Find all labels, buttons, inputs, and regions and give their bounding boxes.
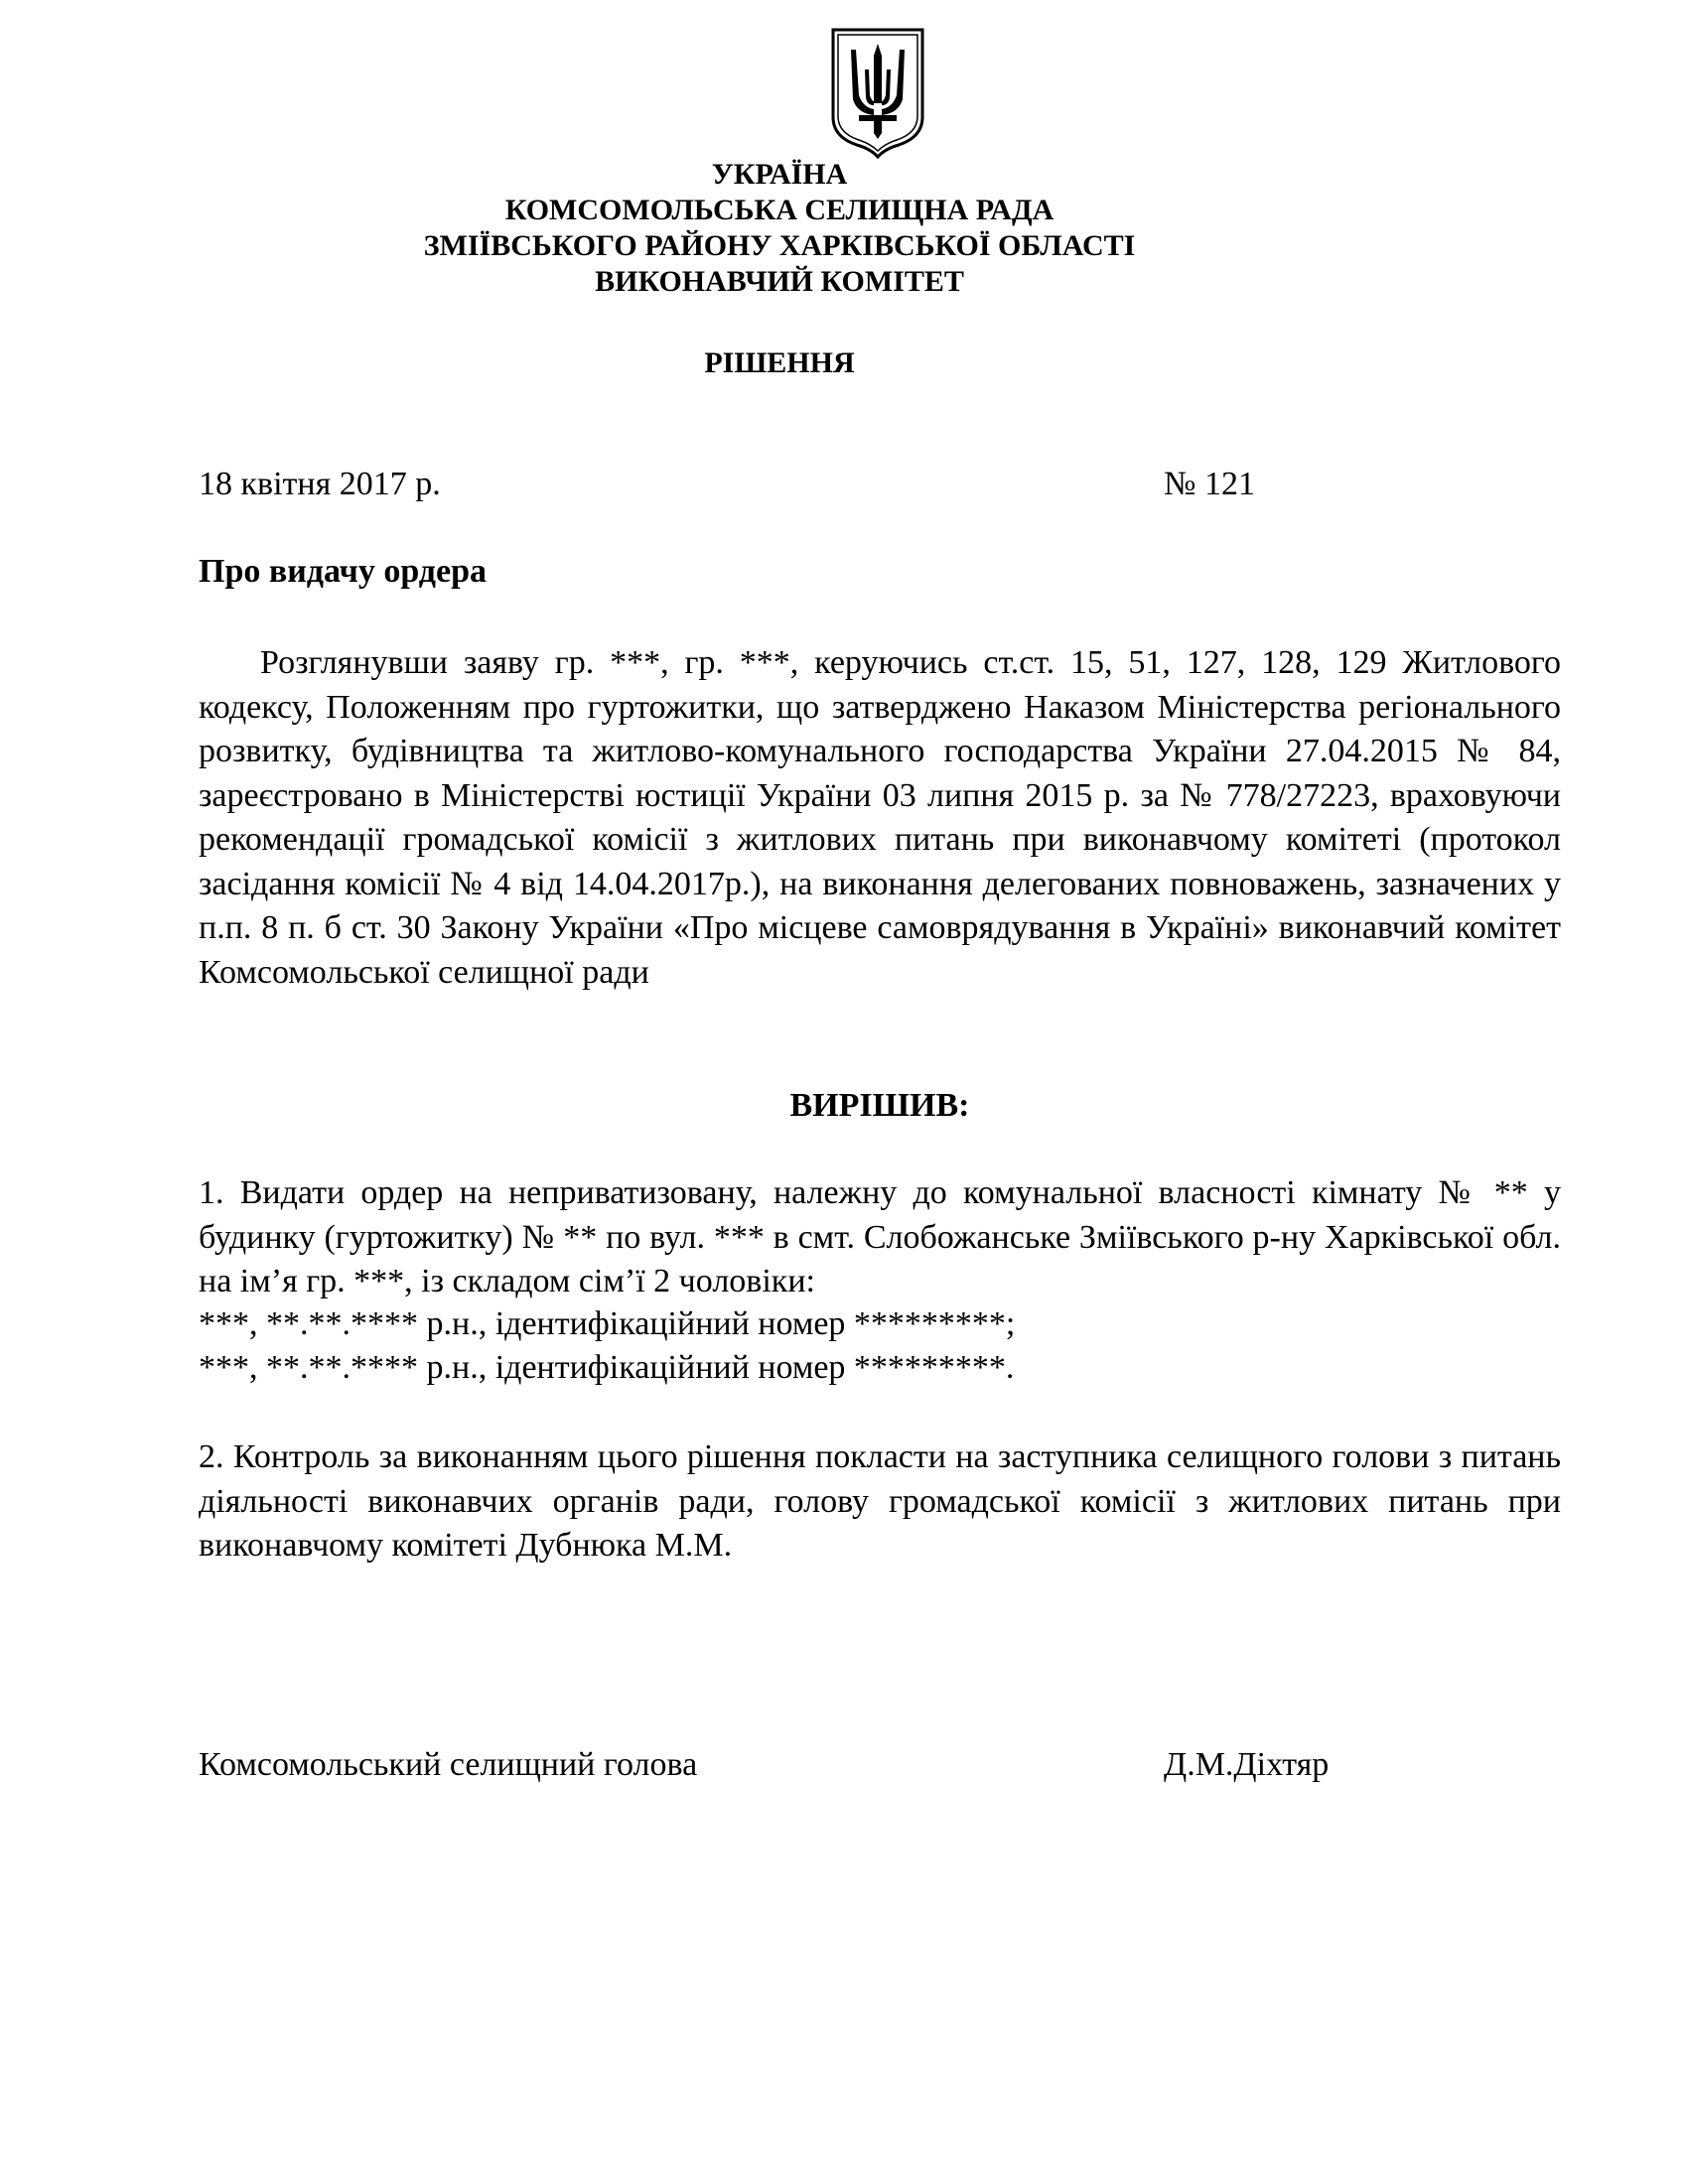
trident-coat-of-arms-icon xyxy=(829,26,926,160)
district-name: ЗМІЇВСЬКОГО РАЙОНУ ХАРКІВСЬКОЇ ОБЛАСТІ xyxy=(423,229,1136,262)
signer-title: Комсомольський селищний голова xyxy=(199,1746,698,1783)
document-type: РІШЕННЯ xyxy=(704,346,855,379)
document-subject: Про видачу ордера xyxy=(199,553,487,590)
document-number: № 121 xyxy=(1164,466,1255,502)
resolved-heading: ВИРІШИВ: xyxy=(789,1087,970,1124)
document-header xyxy=(199,157,1360,300)
family-member-2: ***, **.**.**** р.н., ідентифікаційний номер *********. xyxy=(199,1349,1015,1386)
decision-item-1: 1. Видати ордер на неприватизовану, належну до комунальної власності кімнату № ** у будинку (гуртожитку) № ** по вул. *** в смт. Слобожанське Зміївського р-ну Харківської обл. на ім’я гр. ***, із складом сім’ї 2 чоловіки: xyxy=(199,1174,1561,1299)
family-member-1: ***, **.**.**** р.н., ідентифікаційний номер *********; xyxy=(199,1305,1016,1342)
signer-name: Д.М.Діхтяр xyxy=(1164,1746,1330,1783)
document-date: 18 квітня 2017 р. xyxy=(199,466,441,502)
council-name: КОМСОМОЛЬСЬКА СЕЛИЩНА РАДА xyxy=(504,194,1055,226)
committee-name: ВИКОНАВЧИЙ КОМІТЕТ xyxy=(595,265,964,298)
decision-item-2: 2. Контроль за виконанням цього рішення покласти на заступника селищного голови з питань діяльності виконавчих органів ради, голову громадської комісії з житлових питань при виконавчому комітеті Дубнюка М.М. xyxy=(199,1438,1561,1564)
country-name: УКРАЇНА xyxy=(711,158,848,191)
intro-paragraph: Розглянувши заяву гр. ***, гр. ***, керуючись ст.ст. 15, 51, 127, 128, 129 Житлового кодексу, Положенням про гуртожитки, що затверджено Наказом Міністерства регіонального розвитку, будівництва та житлово-комунального господарства України 27.04.2015 № 84, зареєстровано в Міністерстві юстиції України 03 липня 2015 р. за № 778/27223, враховуючи рекомендації громадської комісії з житлових питань при виконавчому комітеті (протокол засідання комісії № 4 від 14.04.2017р.), на виконання делегованих повноважень, зазначених у п.п. 8 п. б ст. 30 Закону України «Про місцеве самоврядування в Україні» виконавчий комітет Комсомольської селищної ради xyxy=(199,644,1561,991)
